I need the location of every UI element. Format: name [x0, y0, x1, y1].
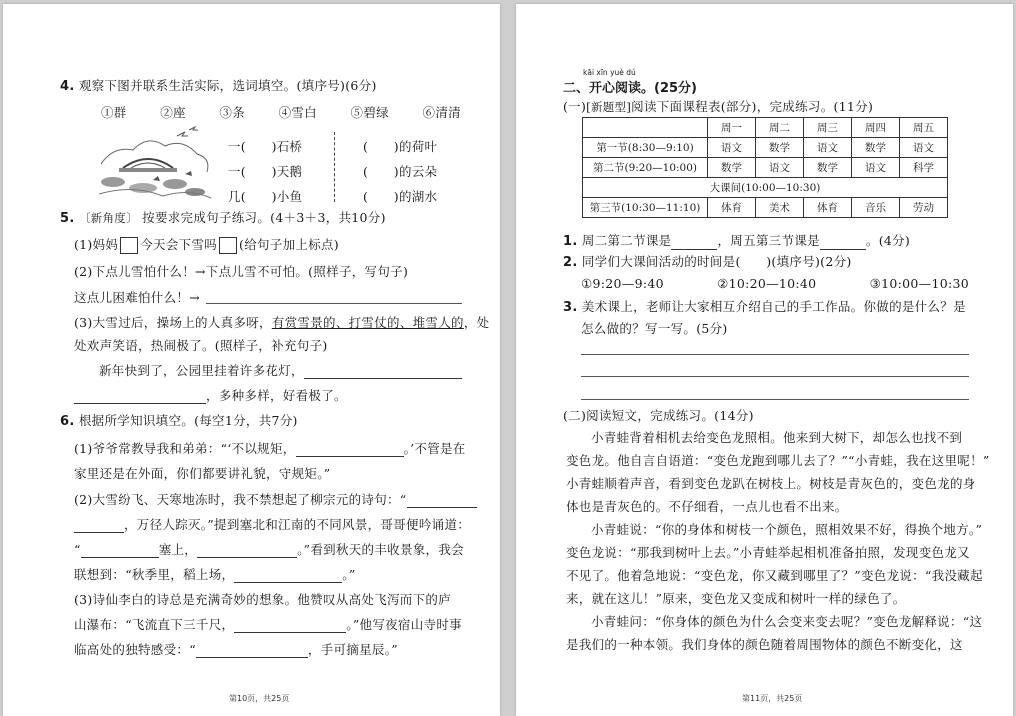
- punctuation-box[interactable]: [120, 237, 138, 254]
- table-cell: 第二节(9:20—10:00): [583, 158, 708, 178]
- r-q3-number: 3.: [563, 300, 578, 315]
- q6-line9: [74, 642, 398, 658]
- q6-prompt: [60, 413, 298, 430]
- table-cell: 体育: [804, 198, 852, 218]
- r-q1-text: ，周五第三节课是: [717, 233, 820, 248]
- q6-text-segment: 联想到：“秋季里，稻上场，: [74, 567, 235, 582]
- table-header-cell: [583, 118, 708, 138]
- q6-line5: [74, 542, 464, 558]
- table-cell: 音乐: [852, 198, 900, 218]
- q4-option: ⑤碧绿: [350, 105, 389, 120]
- q6-number: 6.: [60, 414, 75, 429]
- page-number: 第11页，共25页: [742, 694, 803, 703]
- answer-line[interactable]: [581, 376, 969, 377]
- passage-line: 体也是青灰色的。不仔细看，一点儿也看不出来。: [566, 499, 848, 514]
- q6-text-segment: (2)大雪纷飞、天寒地冻时，我不禁想起了柳宗元的诗句：“: [74, 492, 407, 507]
- table-header-cell: 周三: [804, 118, 852, 138]
- part1-heading: [563, 99, 873, 115]
- q5-p1-text: 今天会下雪吗: [140, 237, 218, 252]
- table-header-row: [583, 118, 948, 138]
- table-cell: 语文: [804, 138, 852, 158]
- passage-line: 不见了。他着急地说：“变色龙，你又藏到哪里了？”变色龙说：“我没藏起: [566, 568, 983, 583]
- passage-line: 变色龙说：“那我到树叶上去。”小青蛙举起相机准备拍照，发现变色龙又: [566, 545, 970, 560]
- table-cell: 语文: [708, 138, 756, 158]
- table-cell: 美术: [756, 198, 804, 218]
- q6-text-segment: 。”他写夜宿山寺时事: [346, 617, 462, 632]
- q5-part2: (2)下点儿雪怕什么！→下点儿雪不可怕。(照样子，写句子): [74, 264, 409, 279]
- table-header-cell: 周一: [708, 118, 756, 138]
- q6-text-segment: 。”看到秋天的丰收景象，我会: [297, 542, 464, 557]
- table-row: [583, 138, 948, 158]
- answer-blank[interactable]: [234, 569, 342, 583]
- q6-text-segment: ，手可摘星辰。”: [307, 642, 398, 657]
- q5-p1-text: (1)妈妈: [74, 237, 119, 252]
- passage-line: 小青蛙背着相机去给变色龙照相。他来到大树下，却怎么也找不到: [591, 430, 963, 445]
- q5-p3-end-text: ，多种多样，好看极了。: [206, 388, 347, 403]
- answer-blank[interactable]: [197, 544, 297, 558]
- q4-option: ③条: [219, 105, 245, 120]
- table-cell: 语文: [900, 138, 948, 158]
- answer-blank[interactable]: [81, 544, 159, 558]
- passage-line: 小青蛙顺着声音，看到变色龙趴在树枝上。树枝是青灰色的，变色龙的身: [566, 476, 976, 491]
- q4-item: ( )的荷叶: [363, 139, 438, 154]
- table-cell: 数学: [756, 138, 804, 158]
- r-q2-options: [581, 276, 969, 292]
- answer-blank[interactable]: [196, 644, 308, 658]
- q6-line3: [74, 492, 477, 508]
- q5-part1: [74, 237, 339, 254]
- q6-line4: [74, 517, 470, 533]
- r-q3: [563, 299, 966, 316]
- q6-text-segment: 塞上，: [158, 542, 198, 557]
- answer-blank[interactable]: [74, 390, 206, 404]
- part1-label: (一): [563, 99, 587, 114]
- q6-line2: 家里还是在外面，你们都要讲礼貌，守规矩。”: [74, 466, 331, 481]
- lake-bridge-illustration: [93, 124, 215, 202]
- r-q1-number: 1.: [563, 234, 578, 249]
- q5-part3-sentence: [99, 363, 462, 379]
- q4-option: ⑥清清: [422, 105, 461, 120]
- table-cell: 劳动: [900, 198, 948, 218]
- q6-text-segment: 临高处的独特感受：“: [74, 642, 196, 657]
- r-q2-option[interactable]: ②10:20—10:40: [717, 276, 817, 291]
- q4-item: ( )的云朵: [363, 164, 438, 179]
- q5-p3-text: (3)大雪过后，操场上的人真多呀，: [74, 315, 272, 330]
- table-cell: 第一节(8:30—9:10): [583, 138, 708, 158]
- page-right: [516, 4, 1013, 716]
- table-header-cell: 周二: [756, 118, 804, 138]
- q4-prompt: [60, 78, 377, 95]
- table-header-cell: 周五: [900, 118, 948, 138]
- schedule-table: [582, 117, 948, 218]
- table-break-row: [583, 178, 948, 198]
- answer-blank[interactable]: [407, 494, 477, 508]
- q4-item: 几( )小鱼: [228, 189, 303, 204]
- passage-line: 小青蛙问：“你身体的颜色为什么会变来变去呢？”变色龙解释说：“这: [591, 614, 983, 629]
- q5-number: 5.: [60, 211, 75, 226]
- q5-p3-text: ，处: [463, 315, 490, 330]
- table-header-cell: 周四: [852, 118, 900, 138]
- r-q1-text: 周二第二节课是: [581, 233, 672, 248]
- section-title: 二、开心阅读。(25分): [563, 81, 697, 96]
- table-cell: 数学: [708, 158, 756, 178]
- table-cell: 语文: [852, 158, 900, 178]
- q6-line8: [74, 617, 462, 633]
- q6-line7: (3)诗仙李白的诗总是充满奇妙的想象。他赞叹从高处飞泻而下的庐: [74, 592, 452, 607]
- r-q2: [563, 254, 852, 271]
- table-cell: 体育: [708, 198, 756, 218]
- passage-line: 是我们的一种本领。我们身体的颜色随着周围物体的颜色不断变化，这: [566, 637, 963, 652]
- q6-line1: [74, 441, 466, 457]
- q5-part3-cont: 处欢声笑语，热闹极了。(照样子，补充句子): [74, 338, 328, 353]
- q4-option: ①群: [101, 105, 127, 120]
- q6-text-segment: “: [74, 542, 81, 557]
- q6-text: 根据所学知识填空。(每空1分，共7分): [78, 413, 298, 428]
- q5-part3-end: [74, 388, 347, 404]
- q5-text: 按要求完成句子练习。(4＋3＋3，共10分): [142, 210, 386, 225]
- q6-text-segment: 。”: [342, 567, 356, 582]
- r-q3-text: 美术课上，老师让大家相互介绍自己的手工作品。你做的是什么？是: [581, 299, 966, 314]
- passage-line: 来，就在这儿！”原来，变色龙又变成和树叶一样的绿色了。: [566, 591, 906, 606]
- q4-number: 4.: [60, 79, 75, 94]
- part2-heading: (二)阅读短文，完成练习。(14分): [563, 408, 754, 423]
- answer-blank[interactable]: [820, 236, 866, 250]
- q5-prompt: [60, 210, 386, 227]
- table-row: [583, 198, 948, 218]
- q4-column-2: [363, 134, 437, 209]
- q4-divider: [334, 132, 335, 202]
- answer-blank[interactable]: [671, 236, 717, 250]
- r-q1-text: 。(4分): [865, 233, 911, 248]
- part1-text: 阅读下面课程表(部分)，完成练习。(11分): [631, 99, 874, 114]
- r-q2-option[interactable]: ③10:00—10:30: [869, 276, 969, 291]
- q6-line6: [74, 567, 356, 583]
- table-cell: 数学: [852, 138, 900, 158]
- r-q3-cont: 怎么做的？写一写。(5分): [581, 321, 728, 336]
- passage-line: 变色龙。他自言自语道：“变色龙跑到哪儿去了？”“小青蛙，我在这里呢！”: [566, 453, 990, 468]
- table-row: [583, 158, 948, 178]
- table-cell: 数学: [804, 158, 852, 178]
- q4-option: ②座: [160, 105, 186, 120]
- page-left: [3, 4, 500, 716]
- q4-item: 一( )石桥: [228, 139, 303, 154]
- page-number: 第10页，共25页: [229, 694, 290, 703]
- q6-text-segment: 山瀑布：“飞流直下三千尺，: [74, 617, 235, 632]
- table-cell: 第三节(10:30—11:10): [583, 198, 708, 218]
- q6-text-segment: (1)爷爷常教导我和弟弟：“‘不以规矩，: [74, 441, 296, 456]
- answer-blank[interactable]: [234, 619, 346, 633]
- answer-line[interactable]: [206, 303, 462, 304]
- q5-p3-example: 有赏雪景的、打雪仗的、堆雪人的: [271, 315, 464, 330]
- passage-line: 小青蛙说：“你的身体和树枝一个颜色，照相效果不好，得换个地方。”: [591, 522, 983, 537]
- q4-column-1: [228, 134, 302, 209]
- punctuation-box[interactable]: [219, 237, 237, 254]
- q4-item: ( )的湖水: [363, 189, 438, 204]
- q5-part2-line: 这点儿困难怕什么！→: [74, 290, 200, 305]
- answer-line[interactable]: [581, 399, 969, 400]
- table-cell: 科学: [900, 158, 948, 178]
- q5-tag: 〔新角度〕: [78, 211, 138, 225]
- q6-text-segment: ，万径人踪灭。”提到塞北和江南的不同风景，哥哥便吟诵道：: [124, 517, 471, 532]
- q5-p3-sentence-text: 新年快到了，公园里挂着许多花灯，: [99, 363, 304, 378]
- answer-blank[interactable]: [74, 519, 124, 533]
- table-cell: 语文: [756, 158, 804, 178]
- answer-blank[interactable]: [296, 443, 404, 457]
- r-q1: [563, 233, 910, 250]
- q6-text-segment: 。’不管是在: [403, 441, 466, 456]
- section-pinyin: kāi xīn yuè dú: [583, 68, 636, 77]
- q4-item: 一( )天鹅: [228, 164, 303, 179]
- r-q2-option[interactable]: ①9:20—9:40: [581, 276, 664, 291]
- part1-tag: [新题型]: [586, 100, 632, 114]
- answer-line[interactable]: [581, 354, 969, 355]
- q4-options: [101, 105, 461, 121]
- q5-p1-hint: (给句子加上标点): [239, 237, 339, 252]
- q4-option: ④雪白: [278, 105, 317, 120]
- answer-blank[interactable]: [304, 365, 462, 379]
- r-q2-number: 2.: [563, 255, 578, 270]
- q5-part3: [74, 315, 489, 331]
- table-cell: 大课间(10:00—10:30): [583, 178, 948, 198]
- r-q2-text: 同学们大课间活动的时间是( )(填序号)(2分): [581, 254, 852, 269]
- q4-text: 观察下图并联系生活实际，选词填空。(填序号)(6分): [78, 78, 377, 93]
